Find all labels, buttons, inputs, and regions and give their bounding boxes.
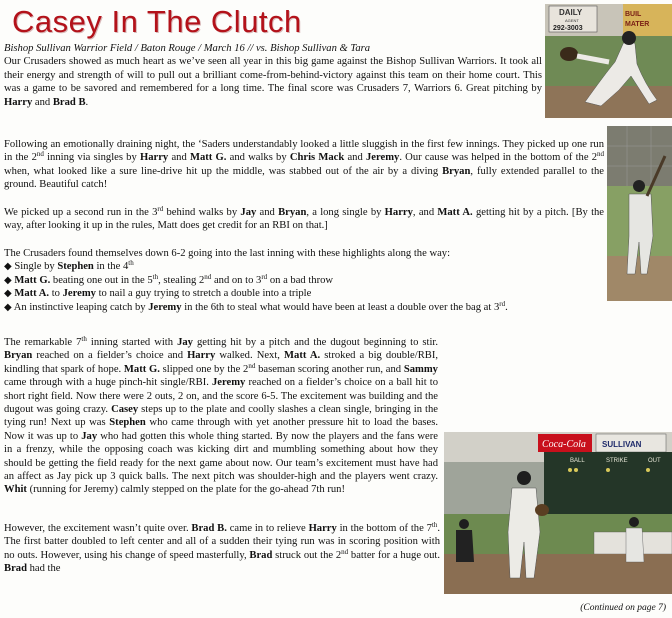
player-name: Chris Mack (289, 152, 345, 164)
dateline: Bishop Sullivan Warrior Field / Baton Rouge / March 16 // vs. Bishop Sullivan & Tara (4, 43, 371, 54)
player-name: Harry (4, 96, 33, 108)
text: reached on a fielder’s choice and (32, 350, 188, 362)
text: beating one out in the 5 (50, 274, 153, 286)
text: to (49, 288, 63, 300)
highlight-bullet (4, 274, 604, 287)
text: Single by (11, 261, 58, 273)
ordinal: th (431, 521, 438, 529)
player-name: Brad (249, 549, 273, 561)
text: and on to 3 (211, 274, 262, 286)
text: Following an emotionally draining night, the ‘Saders understandably looked a little sluggish in the first few innings. They picked up one run in the 2 (4, 139, 604, 164)
player-name: Matt A. (14, 288, 50, 300)
highlights-section (4, 247, 604, 314)
player-name: Jay (177, 337, 193, 348)
article-title: Casey In The Clutch (12, 4, 302, 39)
player-name: Stephen (109, 417, 146, 429)
text: steps up to the plate and coolly slashes a clean single, bringing in the tying run! Next up was (4, 404, 438, 429)
ordinal: nd (36, 150, 44, 159)
text: inning started with (86, 337, 178, 348)
player-name: Bryan (278, 207, 307, 218)
ordinal: th (81, 335, 87, 343)
text: inning via singles by (43, 152, 140, 164)
player-name: Jay (240, 207, 257, 218)
scoreboard-ball: BALL (570, 458, 585, 464)
ordinal: rd (157, 205, 164, 213)
ordinal: th (128, 259, 134, 268)
text: . Our cause was helped in the bottom of the 2 (399, 152, 598, 164)
ordinal: nd (248, 361, 256, 370)
text: (running for Jeremy) calmly stepped on the plate for the go-ahead 7th run! (26, 484, 345, 496)
photo-pitcher-delivery (545, 4, 672, 118)
text: . (85, 96, 89, 108)
sign-daily: DAILY (559, 8, 583, 17)
diamond-bullet-icon: ◆ (4, 261, 12, 273)
player-name: Jeremy (62, 288, 96, 300)
highlights-intro: The Crusaders found themselves down 6-2 going into the last inning with these highlights along the way: (4, 248, 451, 259)
ordinal: nd (341, 547, 349, 556)
text: However, the excitement wasn’t quite over. (4, 523, 192, 534)
ordinal: rd (499, 299, 506, 308)
ordinal: nd (597, 150, 605, 159)
sign-mater: MATER (625, 21, 650, 28)
player-name: Matt G. (123, 363, 160, 375)
photo-batter (607, 126, 672, 301)
paragraph-bottom-seventh (4, 522, 440, 576)
text: , a long single by (306, 207, 385, 218)
text: to nail a guy trying to stretch a double into a triple (95, 288, 312, 300)
text: An instinctive leaping catch by (11, 301, 149, 313)
diamond-bullet-icon: ◆ (4, 274, 12, 286)
text: We picked up a second run in the 3 (4, 207, 158, 218)
photo-wrap-spacer (438, 428, 668, 606)
ordinal: rd (261, 272, 268, 281)
text: on a bad throw (267, 274, 334, 286)
text: and (168, 152, 190, 164)
article-intro (4, 42, 542, 109)
player-name: Sammy (403, 363, 438, 375)
scoreboard-strike: STRIKE (606, 458, 628, 464)
ordinal: th (152, 272, 159, 281)
text: , stealing 2 (158, 274, 205, 286)
text: and (344, 152, 366, 164)
text: in the 4 (93, 261, 129, 273)
ordinal: nd (204, 272, 212, 281)
player-name: Whit (4, 484, 27, 496)
text: who had gotten this whole thing started. By now the players and the fans were in a frenzy, while the opposing coach was kicking dirt and mumbling something about how they should be getting the field ready for the next game about now. Our team’s excitement must have had an affect as Jay pick up 3 quick balls. The next pitch was shoulder-high and the players went crazy. (4, 430, 438, 483)
text: reached on a fielder’s choice on a ball hit to short right field. Now there were 2 outs, 2 on, and the score 6-5. The excitement was building and the dugout was going crazy. (4, 377, 438, 416)
sign-agent: AGENT (565, 18, 579, 23)
text: and (256, 207, 279, 218)
text: getting hit by a pitch and the dugout beginning to stir. (192, 337, 438, 348)
player-name: Casey (111, 404, 139, 416)
player-name: Jay (81, 430, 98, 442)
player-name: Matt A. (437, 207, 473, 218)
highlight-bullet (4, 260, 604, 273)
text: behind walks by (163, 207, 241, 218)
text: , and (412, 207, 438, 218)
text: came in to relieve (226, 523, 309, 534)
text: slipped one by the 2 (159, 363, 249, 375)
player-name: Stephen (57, 261, 94, 273)
player-name: Matt G. (189, 152, 227, 164)
diamond-bullet-icon: ◆ (4, 301, 12, 313)
text: in the 6th to steal what would have been at least a double over the bag at 3 (181, 301, 500, 313)
text: had the (26, 563, 61, 575)
scoreboard-out: OUT (648, 458, 661, 464)
sign-buil: BUIL (625, 11, 642, 18)
player-name: Brad (4, 563, 27, 575)
text: and (32, 96, 53, 108)
text: . (505, 301, 508, 313)
diamond-bullet-icon: ◆ (4, 288, 12, 300)
player-name: Harry (384, 207, 413, 218)
text: who came through with yet another pressure hit to load the bases. Now it was up to (4, 417, 438, 442)
sign-coca-cola: Coca-Cola (542, 439, 586, 450)
text: The remarkable 7 (4, 337, 82, 348)
player-name: Harry (139, 152, 169, 164)
text: struck out the 2 (272, 549, 342, 561)
player-name: Harry (308, 523, 337, 534)
text: getting hit by a pitch. [By the way, after looking it up in the rules, Matt does get credit for an RBI on that.] (4, 207, 605, 232)
text: and walks by (226, 152, 290, 164)
player-name: Jeremy (212, 377, 246, 389)
text: batter for a huge out. (348, 549, 440, 561)
text: stroked a big double/RBI, kindling that spark of hope. (4, 350, 438, 375)
player-name: Bryan (442, 165, 471, 177)
highlight-bullet (4, 287, 604, 300)
text: in the bottom of the 7 (336, 523, 432, 534)
text: baseman scoring another run, and (255, 363, 404, 375)
continued-note: (Continued on page 7) (580, 603, 666, 613)
player-name: Jeremy (148, 301, 182, 313)
player-name: Jeremy (365, 152, 400, 164)
sign-sullivan: SULLIVAN (602, 440, 642, 449)
player-name: Harry (187, 350, 216, 362)
sign-phone: 292-3003 (553, 25, 583, 32)
text: when, what looked like a sure line-drive hit up the middle, was stabbed out of the air by a diving (4, 165, 443, 177)
player-name: Matt A. (284, 350, 321, 362)
player-name: Brad B. (191, 523, 227, 534)
paragraph-second-run (4, 206, 604, 233)
highlight-bullet (4, 301, 644, 314)
paragraph-early-innings (4, 138, 604, 192)
player-name: Brad B (52, 96, 86, 108)
player-name: Bryan (4, 350, 33, 362)
text: Our Crusaders showed as much heart as we’ve seen all year in this big game against the Bishop Sullivan Warriors. It took all their energy and strength of will to pull out a brilliant come-from-behind-victory against this team on their home court. This was a game to be savored and remembered for a long time. The final score was Crusaders 7, Warriors 6. Great pitching by (4, 56, 542, 95)
text: came through with a huge pinch-hit single/RBI. (4, 377, 212, 389)
text: walked. Next, (215, 350, 285, 362)
text: . The first batter doubled to left center and all of a sudden their tying run was in scoring position with no outs. However, using his change of speed masterfully, (4, 523, 441, 561)
player-name: Matt G. (14, 274, 51, 286)
text: , fully extended parallel to the ground. Beautiful catch! (4, 165, 604, 191)
